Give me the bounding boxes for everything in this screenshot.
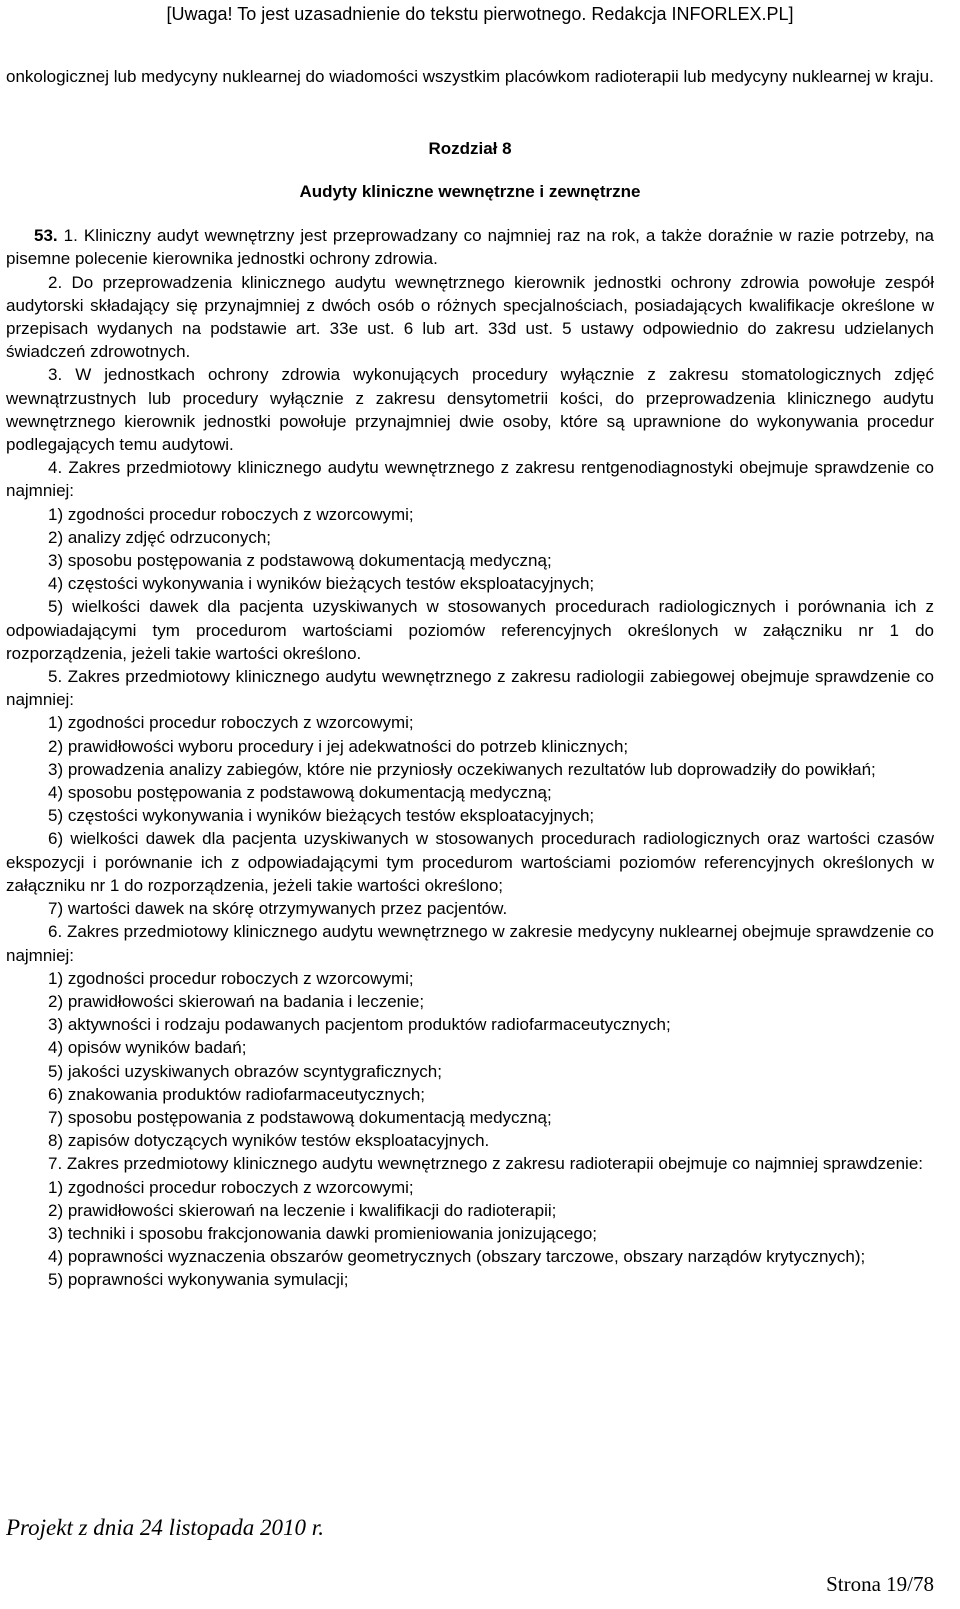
list-item: 2) analizy zdjęć odrzuconych; [48,527,272,547]
list-item: 4) sposobu postępowania z podstawową dokumentacją medyczną; [48,783,552,803]
intro-paragraph: onkologicznej lub medycyny nuklearnej do wiadomości wszystkim placówkom radioterapii lub medycyny nuklearnej w kraju. [6,67,934,86]
list-item: 3) sposobu postępowania z podstawową dokumentacją medyczną; [48,551,552,571]
paragraph-53-3: 3. W jednostkach ochrony zdrowia wykonujących procedury wyłącznie z zakresu stomatologicznych zdjęć wewnątrzustnych lub procedury wyłącznie z zakresu densytometrii kości, do przeprowadzenia klinicznego audytu wewnętrznego kierownik jednostki powołuje przynajmniej dwie osoby, które są uprawnione do wykonywania procedur podlegających temu audytowi. [6,365,934,455]
list-item: 7) sposobu postępowania z podstawową dokumentacją medyczną; [48,1107,552,1127]
list-item: 8) zapisów dotyczących wyników testów eksploatacyjnych. [48,1131,490,1151]
list-item: 4) opisów wyników badań; [48,1038,247,1058]
list-item: 1) zgodności procedur roboczych z wzorcowymi; [48,968,414,988]
list-item: 6) wielkości dawek dla pacjenta uzyskiwanych w stosowanych procedurach radiologicznych oraz wartości czasów ekspozycji i porównanie ich z odpowiadającymi tym procedurom wartościami poziomów referencyjnych określonych w załączniku nr 1 do rozporządzenia, jeżeli takie wartości określono; [6,829,934,895]
list-item: 5) poprawności wykonywania symulacji; [48,1270,349,1290]
list-item: 1) zgodności procedur roboczych z wzorcowymi; [48,1177,414,1197]
paragraph-53-5: 5. Zakres przedmiotowy klinicznego audytu wewnętrznego z zakresu radiologii zabiegowej obejmuje sprawdzenie co najmniej: [6,667,934,710]
chapter-subtitle: Audyty kliniczne wewnętrzne i zewnętrzne [299,182,641,202]
list-item: 2) prawidłowości skierowań na leczenie i kwalifikacji do radioterapii; [48,1200,557,1220]
list-item: 6) znakowania produktów radiofarmaceutycznych; [48,1084,426,1104]
paragraph-53-6: 6. Zakres przedmiotowy klinicznego audytu wewnętrznego w zakresie medycyny nuklearnej obejmuje sprawdzenie co najmniej: [6,922,934,965]
list-item: 7) wartości dawek na skórę otrzymywanych przez pacjentów. [48,899,508,919]
list-item: 1) zgodności procedur roboczych z wzorcowymi; [48,713,414,733]
list-item: 3) techniki i sposobu frakcjonowania dawki promieniowania jonizującego; [48,1223,598,1243]
paragraph-53-1: 53. 1. Kliniczny audyt wewnętrzny jest przeprowadzany co najmniej raz na rok, a także doraźnie w razie potrzeby, na pisemne polecenie kierownika jednostki ochrony zdrowia. [6,226,934,269]
list-item: 3) aktywności i rodzaju podawanych pacjentom produktów radiofarmaceutycznych; [48,1015,671,1035]
paragraph-53-4: 4. Zakres przedmiotowy klinicznego audytu wewnętrznego z zakresu rentgenodiagnostyki obejmuje sprawdzenie co najmniej: [6,458,934,501]
paragraph-53-7: 7. Zakres przedmiotowy klinicznego audytu wewnętrznego z zakresu radioterapii obejmuje co najmniej sprawdzenie: [48,1154,923,1174]
section-number: 53. [34,226,58,246]
list-item: 5) wielkości dawek dla pacjenta uzyskiwanych w stosowanych procedurach radiologicznych i porównania ich z odpowiadającymi tym procedurom wartościami poziomów referencyjnych określonych w załączniku nr 1 do rozporządzenia, jeżeli takie wartości określono. [6,597,934,663]
document-body [6,65,934,1292]
list-item: 5) częstości wykonywania i wyników bieżących testów eksploatacyjnych; [48,806,595,826]
list-item: 5) jakości uzyskiwanych obrazów scyntygraficznych; [48,1061,442,1081]
page-number: Strona 19/78 [826,1572,934,1596]
document-header: [Uwaga! To jest uzasadnienie do tekstu pierwotnego. Redakcja INFORLEX.PL] [166,4,794,24]
list-item: 1) zgodności procedur roboczych z wzorcowymi; [48,504,414,524]
list-item: 2) prawidłowości wyboru procedury i jej adekwatności do potrzeb klinicznych; [48,736,629,756]
paragraph-53-2: 2. Do przeprowadzenia klinicznego audytu wewnętrznego kierownik jednostki ochrony zdrowia powołuje zespół audytorski składający się przynajmniej z dwóch osób o różnych specjalnościach, posiadających kwalifikacje określone w przepisach wydanych na podstawie art. 33e ust. 6 lub art. 33d ust. 5 ustawy odpowiednio do zakresu udzielanych świadczeń zdrowotnych. [6,272,934,362]
chapter-title: Rozdział 8 [428,139,512,159]
list-item: 4) poprawności wyznaczenia obszarów geometrycznych (obszary tarczowe, obszary narządów krytycznych); [48,1247,866,1267]
list-item: 3) prowadzenia analizy zabiegów, które nie przyniosły oczekiwanych rezultatów lub doprowadziły do powikłań; [48,759,876,779]
list-item: 4) częstości wykonywania i wyników bieżących testów eksploatacyjnych; [48,574,595,594]
list-item: 2) prawidłowości skierowań na badania i leczenie; [48,991,425,1011]
draft-date-footer: Projekt z dnia 24 listopada 2010 r. [6,1515,324,1540]
